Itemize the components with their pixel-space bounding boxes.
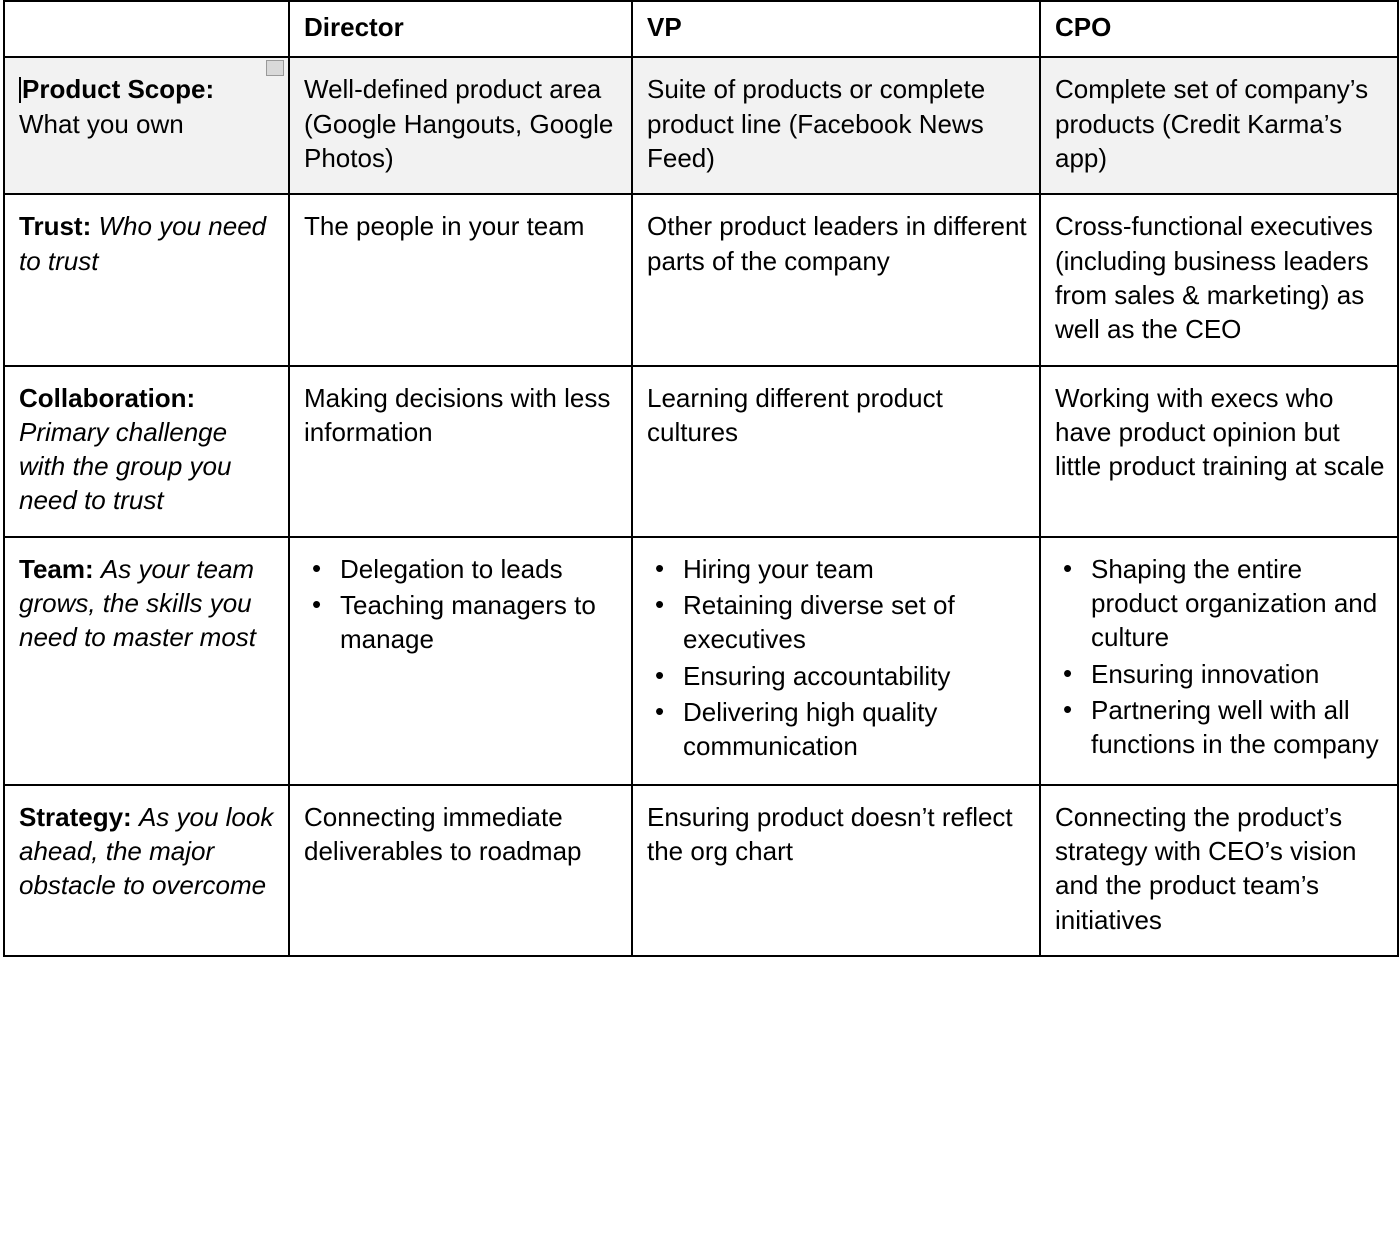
table-row bbox=[4, 194, 1398, 365]
text-cursor-icon bbox=[19, 77, 21, 103]
cell-cpo-trust: Cross-functional executives (including business leaders from sales & marketing) as well as the CEO bbox=[1040, 194, 1398, 365]
list-item: • Hiring your team bbox=[681, 552, 1027, 586]
list-item: • Teaching managers to manage bbox=[338, 588, 619, 657]
list-item: • Ensuring innovation bbox=[1089, 657, 1385, 691]
row-label-product-scope: Product Scope: What you own bbox=[4, 57, 289, 194]
leadership-comparison-table bbox=[3, 0, 1399, 957]
header-cell-vp: VP bbox=[632, 1, 1040, 57]
cell-director-team bbox=[289, 537, 632, 785]
bullet-list bbox=[647, 552, 1027, 764]
resize-handle-icon[interactable] bbox=[266, 60, 284, 76]
header-cell-director: Director bbox=[289, 1, 632, 57]
header-cell-corner bbox=[4, 1, 289, 57]
table-row bbox=[4, 366, 1398, 537]
table-row bbox=[4, 537, 1398, 785]
row-label-trust: Trust: Who you need to trust bbox=[4, 194, 289, 365]
list-item: • Retaining diverse set of executives bbox=[681, 588, 1027, 657]
cell-director-product-scope: Well-defined product area (Google Hangouts, Google Photos) bbox=[289, 57, 632, 194]
table-row bbox=[4, 785, 1398, 956]
cell-cpo-product-scope: Complete set of company’s products (Credit Karma’s app) bbox=[1040, 57, 1398, 194]
cell-cpo-strategy: Connecting the product’s strategy with CEO’s vision and the product team’s initiatives bbox=[1040, 785, 1398, 956]
list-item: • Ensuring accountability bbox=[681, 659, 1027, 693]
row-label-strategy: Strategy: As you look ahead, the major obstacle to overcome bbox=[4, 785, 289, 956]
row-label-team: Team: As your team grows, the skills you need to master most bbox=[4, 537, 289, 785]
list-item: • Delivering high quality communication bbox=[681, 695, 1027, 764]
table-header-row bbox=[4, 1, 1398, 57]
bullet-list bbox=[304, 552, 619, 657]
cell-cpo-team bbox=[1040, 537, 1398, 785]
row-label-collaboration: Collaboration: Primary challenge with the group you need to trust bbox=[4, 366, 289, 537]
header-cell-cpo: CPO bbox=[1040, 1, 1398, 57]
cell-director-collaboration: Making decisions with less information bbox=[289, 366, 632, 537]
cell-vp-product-scope: Suite of products or complete product line (Facebook News Feed) bbox=[632, 57, 1040, 194]
cell-vp-collaboration: Learning different product cultures bbox=[632, 366, 1040, 537]
list-item: • Shaping the entire product organization and culture bbox=[1089, 552, 1385, 655]
list-item: • Partnering well with all functions in the company bbox=[1089, 693, 1385, 762]
cell-director-strategy: Connecting immediate deliverables to roadmap bbox=[289, 785, 632, 956]
cell-vp-trust: Other product leaders in different parts of the company bbox=[632, 194, 1040, 365]
bullet-list bbox=[1055, 552, 1385, 762]
cell-vp-strategy: Ensuring product doesn’t reflect the org chart bbox=[632, 785, 1040, 956]
cell-vp-team bbox=[632, 537, 1040, 785]
cell-director-trust: The people in your team bbox=[289, 194, 632, 365]
list-item: • Delegation to leads bbox=[338, 552, 619, 586]
table-row bbox=[4, 57, 1398, 194]
cell-cpo-collaboration: Working with execs who have product opinion but little product training at scale bbox=[1040, 366, 1398, 537]
